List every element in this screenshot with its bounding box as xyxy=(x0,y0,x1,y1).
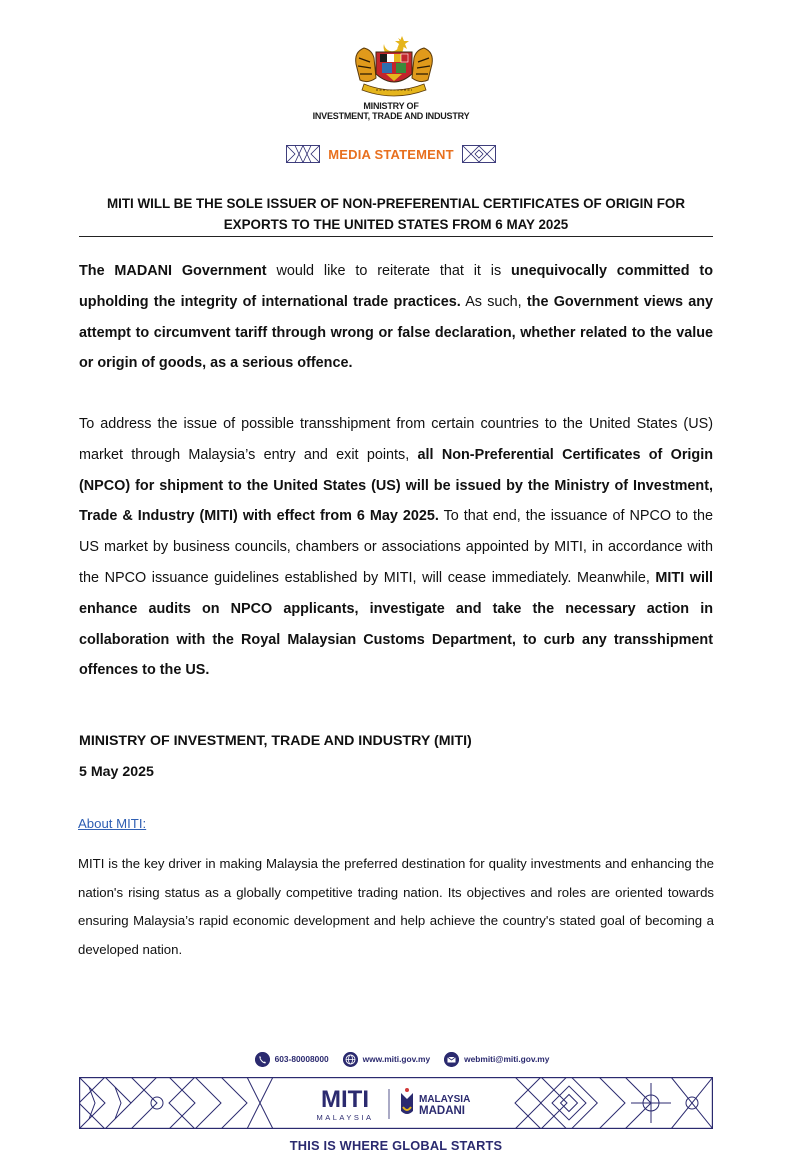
madani-line-1: MALAYSIA xyxy=(419,1094,471,1105)
website-link[interactable]: www.miti.gov.my xyxy=(362,1054,431,1064)
paragraph2-run: MITI will enhance audits on NPCO applicants, investigate and take the necessary action in collaboration with the Royal Malaysian Customs Department, to curb any transshipment offences to the US. xyxy=(79,569,713,679)
media-statement-banner xyxy=(0,145,782,165)
paragraph-2 xyxy=(79,409,713,686)
media-statement-label: MEDIA STATEMENT xyxy=(328,146,454,162)
statement-title: MITI WILL BE THE SOLE ISSUER OF NON-PREFERENTIAL CERTIFICATES OF ORIGIN FOR EXPORTS TO THE UNITED STATES FROM 6 MAY 2025 xyxy=(106,196,686,232)
paragraph1-run: the Government views any attempt to circumvent tariff through wrong or false declaration, whether related to the value or origin of goods, as a serious offence. xyxy=(79,293,713,372)
paragraph1-run: As such, xyxy=(460,293,527,310)
paragraph1-run: would like to reiterate that it is xyxy=(266,263,511,279)
about-body: MITI is the key driver in making Malaysia the preferred destination for quality investments and enhancing the nation's rising status as a globally competitive trading nation. Its objectives and roles are oriented towards ensuring Malaysia’s rapid economic development and help achieve the country's stated goal of becoming a developed nation. xyxy=(78,856,714,957)
contact-website xyxy=(343,1049,430,1069)
coat-of-arms-icon xyxy=(350,34,438,100)
madani-logo-icon xyxy=(401,1088,413,1114)
phone-number: 603-80008000 xyxy=(274,1054,329,1064)
geometric-motif-left-icon xyxy=(286,145,320,163)
contact-email xyxy=(444,1049,549,1069)
globe-icon xyxy=(343,1052,358,1067)
mail-icon xyxy=(444,1052,459,1067)
contact-row xyxy=(0,1049,804,1069)
miti-logo-text: MITI xyxy=(321,1086,369,1113)
about-heading: About MITI: xyxy=(78,816,147,831)
footer-tagline: THIS IS WHERE GLOBAL STARTS xyxy=(289,1138,503,1153)
paragraph2-run: all Non-Preferential Certificates of Origin (NPCO) for shipment to the United States (US) will be issued by the Ministry of Investment, Trade & Industry (MITI) with effect from 6 May 2025. xyxy=(79,446,713,525)
miti-logo-subtext: MALAYSIA xyxy=(316,1113,374,1122)
signature-organisation: MINISTRY OF INVESTMENT, TRADE AND INDUSTRY (MITI) xyxy=(79,733,472,749)
ministry-name-line-1: MINISTRY OF xyxy=(363,101,419,111)
title-divider xyxy=(79,236,713,237)
footer-banner xyxy=(79,1077,713,1129)
email-link[interactable]: webmiti@miti.gov.my xyxy=(464,1054,550,1064)
madani-line-2: MADANI xyxy=(419,1105,465,1117)
ministry-name-line-2: INVESTMENT, TRADE AND INDUSTRY xyxy=(312,111,470,121)
contact-phone xyxy=(255,1049,329,1069)
paragraph1-run: unequivocally committed to upholding the integrity of international trade practices. xyxy=(79,263,713,310)
paragraph-1 xyxy=(79,256,713,379)
paragraph2-run: To that end, the issuance of NPCO to the US market by business councils, chambers or associations appointed by MITI, in accordance with the NPCO issuance guidelines established by MITI, will cease immediately. Meanwhile, xyxy=(79,508,713,586)
phone-icon xyxy=(255,1052,270,1067)
paragraph1-run: The MADANI Government xyxy=(79,263,267,279)
geometric-motif-right-icon xyxy=(462,145,496,163)
paragraph2-run: To address the issue of possible transshipment from certain countries to the United States (US) market through Malaysia’s entry and exit points, xyxy=(79,416,713,463)
signature-date: 5 May 2025 xyxy=(79,764,154,780)
